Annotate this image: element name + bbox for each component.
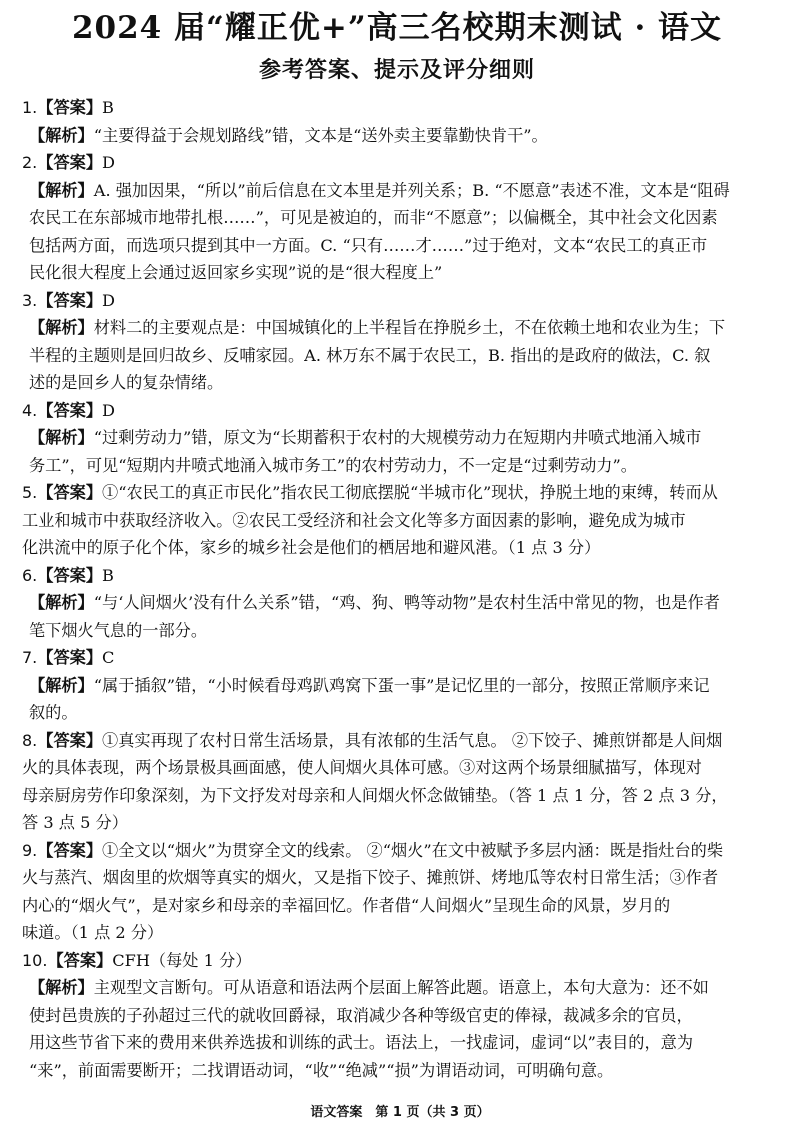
answer-item: [22, 562, 772, 645]
analysis-text: A. 强加因果，“所以”前后信息在文本里是并列关系；B. “不愿意”表述不准，文本是“阻碍: [93, 180, 730, 200]
answer-list: [22, 94, 772, 1084]
analysis-text-line: 笔下烟火气息的一部分。: [29, 620, 208, 640]
question-number: 9.: [22, 840, 38, 860]
answer-item: [22, 947, 772, 1085]
answer-value: D: [102, 400, 115, 420]
analysis-text-line: 使封邑贵族的子孙超过三代的就收回爵禄，取消减少各种等级官吏的俸禄，裁减多余的官员，: [29, 1005, 693, 1025]
page-footer: 语文答案 第 1 页（共 3 页）: [310, 1105, 490, 1120]
question-number: 6.: [22, 565, 38, 585]
analysis-text-line: 民化很大程度上会通过返回家乡实现”说的是“很大程度上”: [29, 263, 443, 282]
page-title: 2024 届“耀正优+”高三名校期末测试 · 语文: [71, 10, 723, 46]
answer-line: [22, 644, 772, 672]
answer-text-line: 化洪流中的原子化个体，家乡的城乡社会是他们的栖居地和避风港。（1 点 3 分）: [22, 538, 601, 557]
analysis-text-line: 包括两方面，而选项只提到其中一方面。C. “只有……才……”过于绝对，文本“农民工的真正市: [29, 235, 708, 255]
analysis-label: 【解析】: [29, 318, 94, 337]
analysis-text-line: 半程的主题则是回归故乡、反哺家园。A. 林万东不属于农民工，B. 指出的是政府的做法，C. 叙: [29, 345, 711, 365]
answer-value: C: [102, 648, 115, 667]
analysis-label: 【解析】: [29, 978, 94, 997]
answer-item: [22, 837, 772, 947]
analysis-line: [22, 424, 772, 452]
analysis-line: [22, 589, 772, 617]
answer-label: 【答案】: [37, 648, 103, 667]
answer-item: [22, 727, 772, 837]
question-number: 7.: [22, 648, 38, 667]
analysis-text-line: 务工”，可见“短期内井喷式地涌入城市务工”的农村劳动力，不一定是“过剩劳动力”。: [29, 455, 637, 475]
analysis-text-line: 叙的。: [29, 703, 78, 722]
question-number: 10.: [22, 950, 48, 970]
answer-value: D: [102, 153, 115, 172]
answer-line: [22, 94, 772, 122]
analysis-line: [22, 122, 772, 150]
analysis-text: “与‘人间烟火’没有什么关系”错，“鸡、狗、鸭等动物”是农村生活中常见的物，也是作者: [93, 593, 720, 612]
analysis-text: “过剩劳动力”错，原文为“长期蓄积于农村的大规模劳动力在短期内井喷式地涌入城市: [93, 428, 702, 447]
analysis-text-line: 农民工在东部城市地带扎根……”，可见是被迫的，而非“不愿意”；以偏概全，其中社会文化因素: [29, 208, 718, 227]
answer-line: [22, 837, 772, 865]
answer-label: 【答案】: [37, 400, 103, 420]
answer-value: D: [102, 290, 115, 310]
question-number: 4.: [22, 400, 38, 420]
analysis-text: “属于插叙”错，“小时候看母鸡趴鸡窝下蛋一事”是记忆里的一部分，按照正常顺序来记: [93, 675, 710, 695]
answer-label: 【答案】: [37, 730, 103, 750]
answer-text-line: 工业和城市中获取经济收入。②农民工受经济和社会文化等多方面因素的影响，避免成为城市: [22, 510, 686, 530]
answer-label: 【答案】: [47, 950, 113, 970]
analysis-line: [22, 672, 772, 700]
analysis-line: [22, 314, 772, 342]
question-number: 8.: [22, 730, 38, 750]
answer-line: [22, 287, 772, 315]
answer-label: 【答案】: [37, 565, 103, 585]
answer-text-line: 答 3 点 5 分）: [22, 813, 128, 832]
answer-line: [22, 727, 772, 755]
answer-line: [22, 947, 772, 975]
answer-item: [22, 287, 772, 397]
answer-item: [22, 397, 772, 480]
analysis-label: 【解析】: [29, 593, 94, 612]
answer-label: 【答案】: [37, 290, 103, 310]
answer-text: ①“农民工的真正市民化”指农民工彻底摆脱“半城市化”现状，挣脱土地的束缚，转而从: [102, 483, 718, 502]
answer-line: [22, 149, 772, 177]
analysis-label: 【解析】: [29, 125, 94, 145]
question-number: 3.: [22, 290, 38, 310]
analysis-text: “主要得益于会规划路线”错，文本是“送外卖主要靠勤快肯干”。: [93, 125, 548, 145]
answer-text: ①真实再现了农村日常生活场景，具有浓郁的生活气息。 ②下饺子、摊煎饼都是人间烟: [102, 730, 723, 750]
answer-value: CFH（每处 1 分）: [112, 950, 252, 970]
analysis-text: 主观型文言断句。可从语意和语法两个层面上解答此题。语意上，本句大意为：还不如: [93, 978, 709, 997]
analysis-line: [22, 974, 772, 1002]
analysis-text-line: “来”，前面需要断开；二找谓语动词，“收”“绝减”“损”为谓语动词，可明确句意。: [29, 1060, 614, 1080]
answer-value: B: [102, 98, 114, 117]
answer-label: 【答案】: [37, 840, 103, 860]
answer-line: [22, 562, 772, 590]
answer-item: [22, 479, 772, 562]
question-number: 5.: [22, 483, 38, 502]
answer-text-line: 母亲厨房劳作印象深刻，为下文抒发对母亲和人间烟火怀念做铺垫。（答 1 点 1 分，答 2 点 3 分，: [22, 785, 728, 805]
answer-text-line: 味道。（1 点 2 分）: [22, 923, 164, 942]
answer-item: [22, 94, 772, 149]
answer-line: [22, 479, 772, 507]
analysis-label: 【解析】: [29, 180, 94, 200]
answer-item: [22, 149, 772, 287]
answer-item: [22, 644, 772, 727]
question-number: 1.: [22, 98, 38, 117]
analysis-label: 【解析】: [29, 675, 94, 695]
question-number: 2.: [22, 153, 38, 172]
answer-text: ①全文以“烟火”为贯穿全文的线索。 ②“烟火”在文中被赋予多层内涵：既是指灶台的柴: [102, 840, 724, 860]
analysis-text: 材料二的主要观点是：中国城镇化的上半程旨在挣脱乡土，不在依赖土地和农业为生；下: [93, 318, 726, 337]
analysis-text-line: 述的是回乡人的复杂情绪。: [29, 373, 224, 392]
analysis-text-line: 用这些节省下来的费用来供养选拔和训练的武士。语法上，一找虚词，虚词“以”表目的，意为: [29, 1033, 694, 1052]
analysis-label: 【解析】: [29, 428, 94, 447]
answer-value: B: [102, 565, 114, 585]
answer-text-line: 内心的“烟火气”，是对家乡和母亲的幸福回忆。作者借“人间烟火”呈现生命的风景，岁月的: [22, 895, 671, 915]
page-subtitle: 参考答案、提示及评分细则: [258, 58, 535, 83]
answer-label: 【答案】: [37, 98, 103, 117]
answer-text-line: 火的具体表现，两个场景极具画面感，使人间烟火具体可感。③对这两个场景细腻描写，体现对: [22, 758, 702, 777]
analysis-line: [22, 177, 772, 205]
answer-label: 【答案】: [37, 153, 103, 172]
answer-label: 【答案】: [37, 483, 103, 502]
answer-line: [22, 397, 772, 425]
answer-text-line: 火与蒸汽、烟囱里的炊烟等真实的烟火，又是指下饺子、摊煎饼、烤地瓜等农村日常生活；③作者: [22, 868, 719, 887]
